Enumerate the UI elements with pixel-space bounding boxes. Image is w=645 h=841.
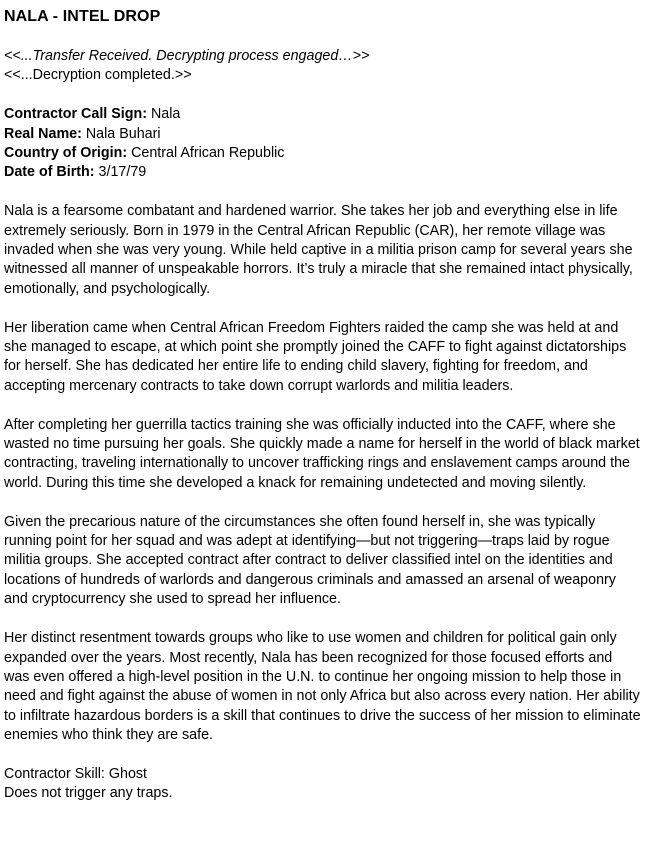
skill-description: Does not trigger any traps. xyxy=(4,785,173,802)
field-label: Contractor Call Sign: xyxy=(4,106,147,123)
contractor-skill xyxy=(4,765,641,804)
field-label: Date of Birth: xyxy=(4,164,95,181)
field-call-sign xyxy=(4,105,641,124)
field-value: Central African Republic xyxy=(127,145,285,162)
transfer-line-received: <<...Transfer Received. Decrypting process engaged…>> xyxy=(4,48,370,64)
bio-paragraph-4: Given the precarious nature of the circumstances she often found herself in, she was typically running point for her squad and was adept at identifying—but not triggering—traps laid by rogue militia groups. She accepted contract after contract to deliver classified intel on the identities and locations of hundreds of warlords and dangerous criminals and amassed an arsenal of weaponry and cryptocurrency she used to spread her influence. xyxy=(4,513,616,608)
field-label: Country of Origin: xyxy=(4,145,128,162)
document-title: NALA - INTEL DROP xyxy=(4,8,161,25)
document-body xyxy=(4,47,641,804)
bio-paragraph-5: Her distinct resentment towards groups who like to use women and children for political gain only expanded over the years. Most recently, Nala has been recognized for those focused efforts and was even offered a high-level position in the U.N. to continue her ongoing mission to help those in need and fight against the abuse of women in not only Africa but also across every nation. Her ability to infiltrate hazardous borders is a skill that continues to drive the success of her mission to eliminate enemies who think they are safe. xyxy=(4,630,641,744)
bio-paragraph-1: Nala is a fearsome combatant and hardened warrior. She takes her job and everything else in life extremely seriously. Born in 1979 in the Central African Republic (CAR), her remote village was invaded when she was very young. While held captive in a militia prison camp for several years she witnessed all manner of unspeakable horrors. It’s truly a miracle that she remained intact physically, emotionally, and psychologically. xyxy=(4,203,633,297)
field-date-of-birth xyxy=(4,163,641,182)
field-country-of-origin xyxy=(4,144,641,163)
field-value: Nala xyxy=(146,106,181,123)
transfer-status xyxy=(4,47,641,86)
contractor-fields xyxy=(4,105,641,183)
field-real-name xyxy=(4,125,641,144)
bio-paragraph-2: Her liberation came when Central African Freedom Fighters raided the camp she was held at and she managed to escape, at which point she promptly joined the CAFF to fight against dictatorships for herself. She has dedicated her entire life to ending child slavery, fighting for freedom, and accepting mercenary contracts to take down corrupt warlords and militia leaders. xyxy=(4,319,627,394)
bio-paragraph-3: After completing her guerrilla tactics training she was officially inducted into the CAFF, where she wasted no time pursuing her goals. She quickly made a name for herself in the world of black market contracting, traveling internationally to uncover trafficking rings and enslavement camps around the world. During this time she developed a knack for remaining undetected and moving silently. xyxy=(4,416,640,491)
skill-label: Contractor Skill: Ghost xyxy=(4,765,148,782)
field-value: 3/17/79 xyxy=(94,164,147,181)
field-value: Nala Buhari xyxy=(81,125,161,142)
field-label: Real Name: xyxy=(4,125,82,142)
transfer-line-completed: <<...Decryption completed.>> xyxy=(4,67,192,84)
